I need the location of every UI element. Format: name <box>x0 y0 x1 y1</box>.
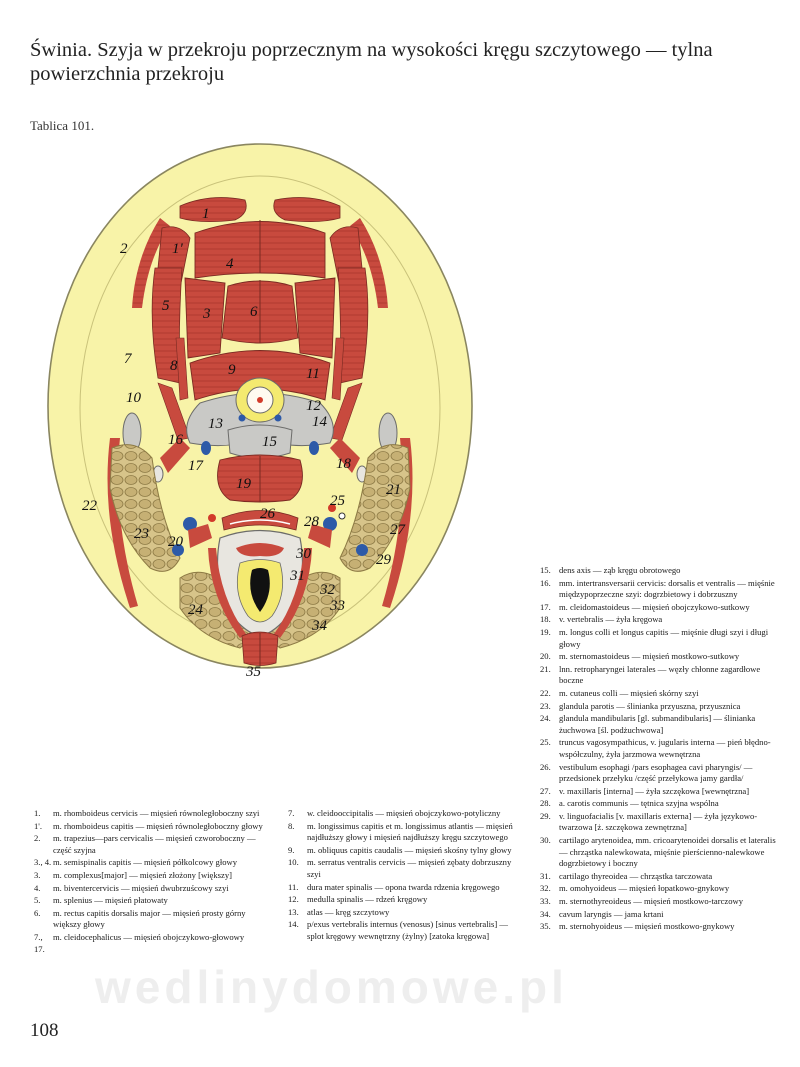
legend-number: 31. <box>540 870 551 881</box>
legend-entry <box>34 908 270 931</box>
vagosympathetic-right <box>339 513 345 519</box>
fig-label-1: 1 <box>202 206 210 222</box>
fig-label-34: 34 <box>312 618 327 634</box>
legend-number: 3., 4. <box>34 857 52 868</box>
legend-text: m. rhomboideus cervicis — mięsień równoległoboczny szyi <box>53 808 260 818</box>
legend-text: v. maxillaris [interna] — żyła szczękowa [wewnętrzna] <box>559 785 750 796</box>
legend-text: m. biventercervicis — mięsień dwubrzuścowy szyi <box>53 882 229 893</box>
maxillary-vein-right <box>356 544 368 556</box>
legend-number: 14. <box>288 919 299 930</box>
legend-number: 23. <box>540 700 551 711</box>
page-number: 108 <box>30 1020 59 1041</box>
fig-label-14: 14 <box>312 414 327 430</box>
fig-label-7: 7 <box>124 351 132 367</box>
legend-text: m. complexus[major] — mięsień złożony [większy] <box>53 869 232 880</box>
fig-label-33: 33 <box>330 598 345 614</box>
legend-entry <box>34 895 270 907</box>
legend-text: vestibulum esophagi /pars esophagea cavi pharyngis/ — przedsionek przełyku /część przełykowa jamy gardła/ <box>559 761 753 784</box>
fig-label-23: 23 <box>134 526 149 542</box>
legend-entry <box>540 688 776 700</box>
legend-number: 2. <box>34 833 41 844</box>
legend-number: 19. <box>540 626 551 637</box>
legend-number: 30. <box>540 835 551 846</box>
legend-entry <box>34 932 270 955</box>
complexus-right <box>295 278 335 358</box>
legend-entry <box>540 762 776 785</box>
legend-entry <box>540 883 776 895</box>
legend-entry <box>288 857 524 880</box>
fig-label-15: 15 <box>262 434 277 450</box>
vertebral-vein-left <box>201 441 211 455</box>
legend-entry <box>34 857 270 869</box>
legend-text: mm. intertransversarii cervicis: dorsalis et ventralis — mięśnie międzypoprzeczne szyi: dogrzbietowy i dobrzuszny <box>559 577 775 600</box>
legend-number: 11. <box>288 881 299 892</box>
legend-entry <box>540 713 776 736</box>
legend-entry <box>540 602 776 614</box>
legend-text: truncus vagosympathicus, v. jugularis interna — pień błędno-współczulny, żyła jarzmowa wewnętrzna <box>559 737 771 759</box>
legend-entry <box>540 835 776 870</box>
legend-number: 6. <box>34 907 41 918</box>
legend-text: atlas — kręg szczytowy <box>307 906 390 917</box>
legend-entry <box>540 798 776 810</box>
legend-number: 18. <box>540 614 551 625</box>
legend-entry <box>540 651 776 663</box>
legend-number: 9. <box>288 844 295 855</box>
legend-number: 24. <box>540 713 551 724</box>
legend-text: cartilago arytenoidea, mm. cricoarytenoidei dorsalis et lateralis — chrząstka nalewkowata, mięśnie pierścienno-nalewkowe dogrzbietowy i boczny <box>559 835 776 869</box>
fig-label-19: 19 <box>236 476 251 492</box>
fig-label-5: 5 <box>162 298 170 314</box>
fig-label-21: 21 <box>386 482 401 498</box>
legend-entry <box>540 737 776 760</box>
legend-text: a. carotis communis — tętnica szyjna wspólna <box>559 798 719 809</box>
fig-label-35: 35 <box>246 664 261 680</box>
legend-number: 27. <box>540 785 551 796</box>
legend-number: 33. <box>540 896 551 907</box>
legend-text: glandula mandibularis [gl. submandibularis] — ślinianka żuchwowa [śl. podżuchwowa] <box>559 713 756 735</box>
legend-number: 4. <box>34 882 41 893</box>
legend-entry <box>540 786 776 798</box>
legend-text: v. vertebralis — żyła kręgowa <box>559 614 663 625</box>
central-canal <box>257 397 263 403</box>
legend-number: 20. <box>540 651 551 662</box>
legend-entry <box>540 871 776 883</box>
legend-entry <box>288 907 524 919</box>
legend-column-right <box>540 565 776 934</box>
legend-entry <box>540 614 776 626</box>
legend-number: 26. <box>540 761 551 772</box>
dens-axis <box>228 425 292 458</box>
legend-text: cavum laryngis — jama krtani <box>559 908 664 919</box>
legend-entry <box>540 578 776 601</box>
legend-text: m. rhomboideus capitis — mięsień równoległoboczny głowy <box>53 820 263 831</box>
fig-label-20: 20 <box>168 534 183 550</box>
legend-number: 3. <box>34 869 41 880</box>
legend-column-middle <box>288 808 524 944</box>
legend-entry <box>34 821 270 833</box>
fig-label-17: 17 <box>188 458 203 474</box>
legend-entry <box>540 565 776 577</box>
legend-number: 34. <box>540 908 551 919</box>
plate-number: Tablica 101. <box>30 118 95 133</box>
carotid-left <box>208 514 216 522</box>
venous-plexus-right <box>275 415 282 422</box>
fig-label-11: 11 <box>306 366 320 382</box>
legend-entry <box>34 833 270 856</box>
legend-entry <box>288 808 524 820</box>
legend-entry <box>540 701 776 713</box>
legend-number: 25. <box>540 737 551 748</box>
legend-text: m. serratus ventralis cervicis — mięsień zębaty dobrzuszny szyi <box>307 857 512 879</box>
fig-label-31: 31 <box>290 568 305 584</box>
legend-entry <box>540 627 776 650</box>
legend-number: 10. <box>288 857 299 868</box>
fig-label-26: 26 <box>260 506 275 522</box>
legend-number: 7., 17. <box>34 931 45 954</box>
legend-text: m. cleidocephalicus — mięsień obojczykowo-głowowy <box>53 931 245 942</box>
legend-text: lnn. retropharyngei laterales — węzły chłonne zagardłowe boczne <box>559 663 761 686</box>
legend-entry <box>288 919 524 942</box>
legend-text: m. sternothyreoideus — mięsień mostkowo-tarczowy <box>559 896 744 907</box>
legend-text: m. obliquus capitis caudalis — mięsień skośny tylny głowy <box>307 844 512 855</box>
fig-label-24: 24 <box>188 602 203 618</box>
fig-label-25: 25 <box>330 493 345 509</box>
legend-entry <box>288 894 524 906</box>
fig-label-10: 10 <box>126 390 141 406</box>
fig-label-2: 2 <box>120 241 128 257</box>
legend-entry <box>288 845 524 857</box>
fig-label-29: 29 <box>376 552 391 568</box>
legend-entry <box>288 821 524 844</box>
legend-number: 21. <box>540 663 551 674</box>
legend-text: m. rectus capitis dorsalis major — mięsień prosty górny większy głowy <box>53 907 246 930</box>
venous-plexus-left <box>239 415 246 422</box>
legend-number: 5. <box>34 895 41 906</box>
fig-label-6: 6 <box>250 304 258 320</box>
legend-entry <box>540 664 776 687</box>
fig-label-12: 12 <box>306 398 321 414</box>
legend-entry <box>540 896 776 908</box>
legend-entry <box>34 808 270 820</box>
legend-text: m. cutaneus colli — mięsień skórny szyi <box>559 687 699 698</box>
fig-label-1-prime: 1' <box>172 241 183 257</box>
fig-label-4: 4 <box>226 256 234 272</box>
legend-number: 1'. <box>34 820 42 831</box>
legend-number: 12. <box>288 894 299 905</box>
legend-text: m. cleidomastoideus — mięsień obojczykowo-sutkowy <box>559 601 750 612</box>
legend-number: 8. <box>288 820 295 831</box>
watermark: wedlinydomowe.pl <box>95 961 568 1013</box>
legend-text: medulla spinalis — rdzeń kręgowy <box>307 894 428 905</box>
fig-label-9: 9 <box>228 362 236 378</box>
legend-text: glandula parotis — ślinianka przyuszna, przyusznica <box>559 700 741 711</box>
cross-section-figure <box>40 138 480 683</box>
legend-number: 7. <box>288 808 295 818</box>
legend-entry <box>34 870 270 882</box>
legend-text: m. longus colli et longus capitis — mięśnie długi szyi i długi głowy <box>559 626 769 649</box>
fig-label-8: 8 <box>170 358 178 374</box>
fig-label-32: 32 <box>320 582 335 598</box>
legend-text: p/exus vertebralis internus (venosus) [sinus vertebralis] — splot kręgowy wewnętrzny (żylny) [zatoka kręgowa] <box>307 919 508 941</box>
legend-column-left <box>34 808 270 956</box>
legend-number: 29. <box>540 810 551 821</box>
legend-number: 15. <box>540 565 551 575</box>
legend-entry <box>288 882 524 894</box>
legend-text: w. cleidooccipitalis — mięsień obojczykowo-potyliczny <box>307 808 501 818</box>
fig-label-27: 27 <box>390 522 405 538</box>
legend-text: m. semispinalis capitis — mięsień półkolcowy głowy <box>53 857 238 868</box>
legend-number: 28. <box>540 798 551 809</box>
legend-text: dens axis — ząb kręgu obrotowego <box>559 565 681 575</box>
legend-text: m. splenius — mięsień płatowaty <box>53 895 168 906</box>
legend-text: dura mater spinalis — opona twarda rdzenia kręgowego <box>307 881 500 892</box>
legend-number: 22. <box>540 687 551 698</box>
legend-entry <box>540 909 776 921</box>
legend-number: 13. <box>288 906 299 917</box>
legend-entry <box>540 921 776 933</box>
fig-label-13: 13 <box>208 416 223 432</box>
legend-text: v. linguofacialis [v. maxillaris externa] — żyła językowo-twarzowa [ż. szczękowa zewnętrzna] <box>559 810 758 833</box>
legend-entry <box>540 811 776 834</box>
legend-text: m. sternohyoideus — mięsień mostkowo-gnykowy <box>559 921 735 932</box>
legend-number: 1. <box>34 808 41 818</box>
legend-number: 35. <box>540 921 551 932</box>
legend-text: m. longissimus capitis et m. longissimus atlantis — mięsień najdłuższy głowy i mięsień najdłuższy kręgu szczytowego <box>307 820 513 843</box>
legend-text: m. omohyoideus — mięsień łopatkowo-gnykowy <box>559 883 730 894</box>
legend-entry <box>34 883 270 895</box>
legend-text: m. trapezius—pars cervicalis — mięsień czworoboczny — część szyjna <box>53 833 256 855</box>
fig-label-16: 16 <box>168 432 183 448</box>
legend-number: 32. <box>540 883 551 894</box>
fig-label-3: 3 <box>203 306 211 322</box>
fig-label-30: 30 <box>296 546 311 562</box>
legend-text: cartilago thyreoidea — chrząstka tarczowata <box>559 870 713 881</box>
legend-number: 17. <box>540 601 551 612</box>
legend-number: 16. <box>540 577 551 588</box>
fig-label-18: 18 <box>336 456 351 472</box>
vertebral-vein-right <box>309 441 319 455</box>
legend-text: m. sternomastoideus — mięsień mostkowo-sutkowy <box>559 651 740 662</box>
page-title: Świnia. Szyja w przekroju poprzecznym na wysokości kręgu szczytowego — tylna powierzchnia przekroju <box>30 39 713 85</box>
fig-label-28: 28 <box>304 514 319 530</box>
fig-label-22: 22 <box>82 498 97 514</box>
